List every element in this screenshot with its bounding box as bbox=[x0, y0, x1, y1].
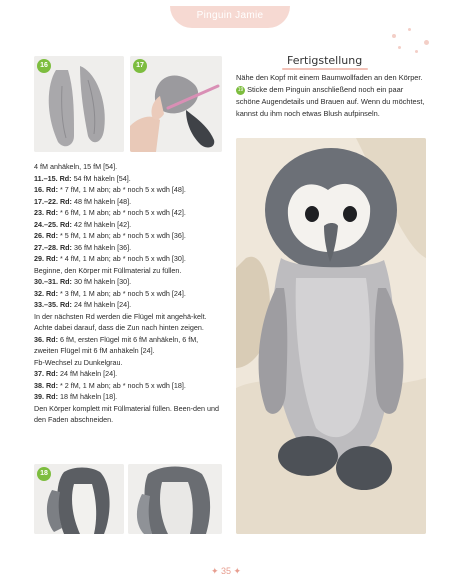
instruction-step: 33.–35. Rd: 24 fM häkeln [24]. bbox=[34, 300, 132, 309]
instruction-step: 30.–31. Rd: 30 fM häkeln [30]. bbox=[34, 277, 132, 286]
photo-wings bbox=[34, 56, 124, 152]
page-number: ✦ 35 ✦ bbox=[210, 566, 242, 576]
decor-dot bbox=[392, 34, 396, 38]
instruction-step: 24.–25. Rd: 42 fM häkeln [42]. bbox=[34, 219, 132, 229]
penguin-illustration bbox=[236, 138, 426, 534]
detail-illustration bbox=[128, 464, 222, 534]
instruction-step: 11.–15. Rd: 54 fM häkeln [54]. bbox=[34, 173, 131, 183]
instruction-list bbox=[34, 161, 224, 426]
photo-step-badge: 18 bbox=[37, 467, 51, 481]
chapter-title: Pinguin Jamie bbox=[196, 10, 264, 21]
instruction-step: 4 fM anhäkeln, 15 fM [54]. bbox=[34, 162, 118, 171]
decor-dot bbox=[424, 40, 429, 45]
finishing-text-part2: Sticke dem Pinguin anschließend noch ein paar schöne Augendetails und Brauen auf. Wenn du möchtest, kannst du ihm noch etwas Blush aufpinseln. bbox=[236, 85, 425, 118]
photo-body-assembly bbox=[34, 464, 124, 534]
instruction-step: In der nächsten Rd werden die Flügel mit angehä-kelt. Achte dabei darauf, dass die Zun nach hinten zeigen. bbox=[34, 311, 207, 332]
instruction-step: 38. Rd: * 2 fM, 1 M abn; ab * noch 5 x wdh [18]. bbox=[34, 380, 186, 390]
section-heading: Fertigstellung bbox=[287, 54, 363, 67]
photo-step-badge: 16 bbox=[37, 59, 51, 73]
photo-penguin-finished bbox=[236, 138, 426, 534]
instruction-step: 29. Rd: * 4 fM, 1 M abn; ab * noch 5 x wdh [30]. bbox=[34, 254, 186, 263]
instruction-step: 39. Rd: 18 fM häkeln [18]. bbox=[34, 392, 118, 401]
star-icon: ✦ bbox=[210, 566, 221, 576]
instruction-step: 26. Rd: * 5 fM, 1 M abn; ab * noch 5 x wdh [36]. bbox=[34, 231, 186, 240]
instruction-step: 36. Rd: 6 fM, ersten Flügel mit 6 fM anhäkeln, 6 fM, zweiten Flügel mit 6 fM anhäkeln [24]. bbox=[34, 334, 199, 355]
finishing-text bbox=[236, 72, 426, 120]
instruction-step: 37. Rd: 24 fM häkeln [24]. bbox=[34, 369, 118, 378]
instruction-step: 27.–28. Rd: 36 fM häkeln [36]. bbox=[34, 242, 132, 252]
instruction-step: Den Körper komplett mit Füllmaterial füllen. Been-den und den Faden abschneiden. bbox=[34, 403, 219, 424]
star-icon: ✦ bbox=[231, 566, 242, 576]
decor-dot bbox=[408, 28, 411, 31]
photo-penguin-detail bbox=[128, 464, 222, 534]
inline-step-badge: 19 bbox=[237, 86, 244, 93]
instruction-step: 17.–22. Rd: 48 fM häkeln [48]. bbox=[34, 196, 132, 206]
instruction-step: 16. Rd: * 7 fM, 1 M abn; ab * noch 5 x wdh [48]. bbox=[34, 185, 186, 194]
photo-crochet-hook bbox=[130, 56, 222, 152]
instruction-step: 32. Rd: * 3 fM, 1 M abn; ab * noch 5 x wdh [24]. bbox=[34, 288, 186, 298]
decor-dot bbox=[398, 46, 401, 49]
instruction-step: Beginne, den Körper mit Füllmaterial zu füllen. bbox=[34, 265, 182, 275]
heading-underline bbox=[282, 68, 368, 70]
photo-step-badge: 17 bbox=[133, 59, 147, 73]
instruction-step: Fb-Wechsel zu Dunkelgrau. bbox=[34, 357, 123, 367]
decor-dot bbox=[415, 50, 418, 53]
finishing-text-part1: Nähe den Kopf mit einem Baumwollfaden an den Körper. bbox=[236, 73, 423, 82]
instruction-step: 23. Rd: * 6 fM, 1 M abn; ab * noch 5 x wdh [42]. bbox=[34, 208, 186, 217]
